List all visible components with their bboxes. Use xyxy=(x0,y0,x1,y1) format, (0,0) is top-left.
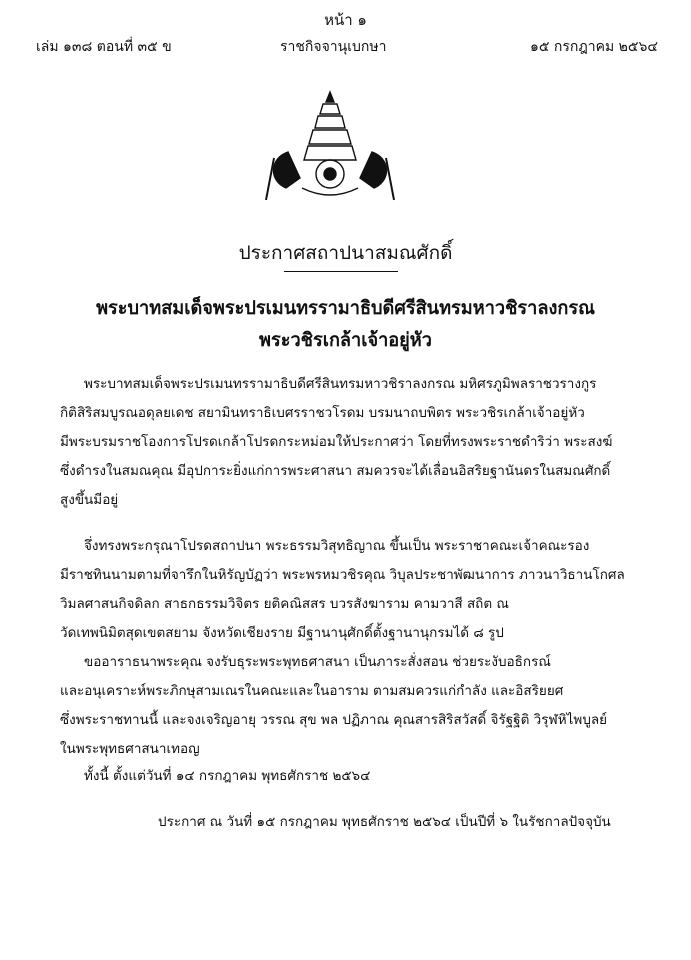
gazette-header xyxy=(36,36,658,58)
para1-line: กิติสิริสมบูรณอดุลยเดช สยามินทราธิเบศรราชวโรดม บรมนาถบพิตร พระวชิรเกล้าเจ้าอยู่หัว xyxy=(60,405,585,421)
para2-line: จึ่งทรงพระกรุณาโปรดสถาปนา พระธรรมวิสุทธิญาณ ขึ้นเป็น พระราชาคณะเจ้าคณะรอง xyxy=(84,538,590,554)
announcement-footer: ประกาศ ณ วันที่ ๑๕ กรกฎาคม พุทธศักราช ๒๕๖๔ เป็นปีที่ ๖ ในรัชกาลปัจจุบัน xyxy=(158,814,611,830)
title-divider xyxy=(284,271,398,272)
page-number: หน้า ๑ xyxy=(324,11,367,29)
para3-line: และอนุเคราะห์พระภิกษุสามเณรในคณะและในอาราม ตามสมควรแก่กำลัง และอิสริยยศ xyxy=(60,683,564,699)
para1-line: พระบาทสมเด็จพระปรเมนทรรามาธิบดีศรีสินทรมหาวชิราลงกรณ มหิศรภูมิพลราชวรางกูร xyxy=(84,376,597,392)
para2-line: มีราชทินนามตามที่จารึกในหิรัญบัฏว่า พระพรหมวชิรคุณ วิบุลประชาพัฒนาการ ภาวนาวิธานโกศล xyxy=(60,567,625,583)
para3-line: ในพระพุทธศาสนาเทอญ xyxy=(60,741,200,757)
para1-line: สูงขึ้นมีอยู่ xyxy=(60,492,119,508)
gazette-name: ราชกิจจานุเบกษา xyxy=(280,39,387,55)
para1-line: ซึ่งดำรงในสมณคุณ มีอุปการะยิ่งแก่การพระศาสนา สมควรจะได้เลื่อนอิสริยฐานันดรในสมณศักดิ์ xyxy=(60,463,611,479)
para1-line: มีพระบรมราชโองการโปรดเกล้าโปรดกระหม่อมให้ประกาศว่า โดยที่ทรงพระราชดำริว่า พระสงฆ์ xyxy=(60,434,613,450)
effective-date: ทั้งนี้ ตั้งแต่วันที่ ๑๔ กรกฎาคม พุทธศักราช ๒๕๖๔ xyxy=(84,768,371,784)
king-name-line-2: พระวชิรเกล้าเจ้าอยู่หัว xyxy=(259,329,432,351)
announcement-title: ประกาศสถาปนาสมณศักดิ์ xyxy=(238,242,453,264)
para3-line: ซึ่งพระราชทานนี้ และจงเจริญอายุ วรรณ สุข พล ปฏิภาณ คุณสารสิริสวัสดิ์ จิรัฐฐิติ วิรุฬหิไพบูลย์ xyxy=(60,712,608,728)
para2-line: วิมลศาสนกิจดิลก สาธกธรรมวิจิตร ยติคณิสสร บวรสังฆาราม คามวาสี สถิต ณ xyxy=(60,596,509,612)
volume-issue: เล่ม ๑๓๘ ตอนที่ ๓๕ ข xyxy=(36,39,172,55)
king-name-line-1: พระบาทสมเด็จพระปรเมนทรรามาธิบดีศรีสินทรมหาวชิราลงกรณ xyxy=(96,297,595,319)
royal-emblem-icon xyxy=(260,88,400,208)
header-date: ๑๕ กรกฎาคม ๒๕๖๔ xyxy=(529,39,658,55)
para2-line: วัดเทพนิมิตสุดเขตสยาม จังหวัดเชียงราย มีฐานานุศักดิ์ตั้งฐานานุกรมได้ ๘ รูป xyxy=(60,625,504,641)
para3-line: ขออาราธนาพระคุณ จงรับธุระพระพุทธศาสนา เป็นภาระสั่งสอน ช่วยระงับอธิกรณ์ xyxy=(84,654,551,670)
